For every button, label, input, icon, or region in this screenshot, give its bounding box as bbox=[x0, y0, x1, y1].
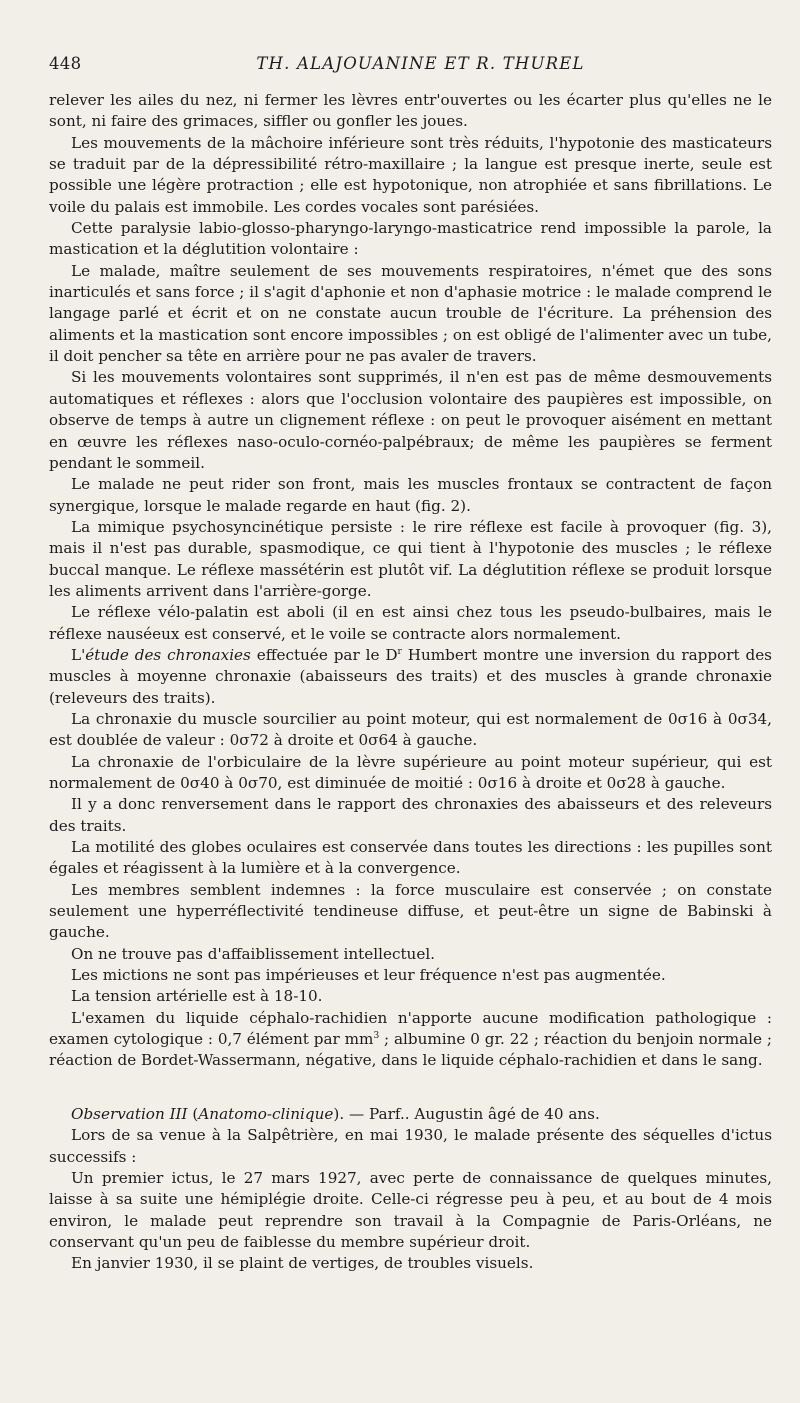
running-head bbox=[49, 54, 772, 84]
body-text bbox=[49, 90, 772, 1275]
chronaxie-lead: L' bbox=[71, 645, 86, 664]
paragraph: La tension artérielle est à 18-10. bbox=[71, 987, 323, 1006]
paragraph: Le malade ne peut rider son front, mais les muscles frontaux se contractent de façon synergique, lorsque le malade regarde en haut (fig. 2). bbox=[49, 475, 772, 515]
csf-rest: ; albumine 0 gr. 22 ; réaction du benjoin normale ; réaction de Bordet-Wassermann, négative, dans le liquide céphalo-rachidien et dans le sang. bbox=[49, 1030, 772, 1070]
paragraph: relever les ailes du nez, ni fermer les lèvres entr'ouvertes ou les écarter plus qu'elles ne le sont, ni faire des grimaces, siffler ou gonfler les joues. bbox=[49, 91, 772, 131]
csf-text: L'examen du liquide céphalo-rachidien n'apporte aucune modification pathologique : examen cytologique : 0,7 élément par mm bbox=[49, 1008, 772, 1049]
paragraph: Les mouvements de la mâchoire inférieure sont très réduits, l'hypotonie des masticateurs se traduit par de la dépressibilité rétro-maxillaire ; la langue est presque inerte, seule est possible une légère protraction ; elle est hypotonique, non atrophiée et sans fibrillations. Le voile du palais est immobile. Les cordes vocales sont parésiées. bbox=[49, 133, 772, 216]
observation-label: Observation III bbox=[71, 1104, 188, 1123]
doctor-superscript: r bbox=[397, 646, 402, 657]
chronaxie-paragraph bbox=[49, 645, 772, 709]
observation-close: ). — Parf.. Augustin âgé de 40 ans. bbox=[333, 1104, 600, 1123]
chronaxie-middle: effectuée par le D bbox=[250, 645, 398, 664]
running-title: TH. ALAJOUANINE ET R. THUREL bbox=[256, 54, 585, 73]
page-number: 448 bbox=[49, 54, 82, 73]
paragraph: La chronaxie de l'orbiculaire de la lèvre supérieure au point moteur supérieur, qui est normalement de 0σ40 à 0σ70, est diminuée de moitié : 0σ16 à droite et 0σ28 à gauche. bbox=[49, 752, 772, 792]
paragraph: La mimique psychosyncinétique persiste : le rire réflexe est facile à provoquer (fig. 3), mais il n'est pas durable, spasmodique, ce qui tient à l'hypotonie des muscles ; le réflexe buccal manque. Le réflexe massétérin est plutôt vif. La déglutition réflexe se produit lorsque les aliments arrivent dans l'arrière-gorge. bbox=[49, 517, 772, 600]
paragraph: Le réflexe vélo-palatin est aboli (il en est ainsi chez tous les pseudo-bulbaires, mais le réflexe nauséeux est conservé, et le voile se contracte alors normalement. bbox=[49, 603, 772, 643]
paragraph: En janvier 1930, il se plaint de vertiges, de troubles visuels. bbox=[71, 1254, 534, 1273]
observation-subtitle: Anatomo-clinique bbox=[198, 1104, 334, 1123]
observation-heading bbox=[49, 1104, 772, 1125]
paragraph: Cette paralysie labio-glosso-pharyngo-laryngo-masticatrice rend impossible la parole, la mastication et la déglutition volontaire : bbox=[49, 219, 772, 259]
cubic-superscript: 3 bbox=[373, 1031, 380, 1042]
paragraph: Un premier ictus, le 27 mars 1927, avec perte de connaissance de quelques minutes, laisse à sa suite une hémiplégie droite. Celle-ci régresse peu à peu, et au bout de 4 mois environ, le malade peut reprendre son travail à la Compagnie de Paris-Orléans, ne conservant qu'un peu de faiblesse du membre supérieur droit. bbox=[49, 1168, 772, 1251]
paragraph: Les membres semblent indemnes : la force musculaire est conservée ; on constate seulement une hyperréflectivité tendineuse diffuse, et peut-être un signe de Babinski à gauche. bbox=[49, 880, 772, 942]
paragraph: Si les mouvements volontaires sont supprimés, il n'en est pas de même desmouvements automatiques et réflexes : alors que l'occlusion volontaire des paupières est impossible, on observe de temps à autre un clignement réflexe : on peut le provoquer aisément en mettant en œuvre les réflexes naso-oculo-cornéo-palpébraux; de même les paupières se ferment pendant le sommeil. bbox=[49, 368, 772, 472]
chronaxie-study-title: étude des chronaxies bbox=[85, 645, 251, 664]
paragraph: La chronaxie du muscle sourcilier au point moteur, qui est normalement de 0σ16 à 0σ34, est doublée de valeur : 0σ72 à droite et 0σ64 à gauche. bbox=[49, 709, 772, 750]
paragraph: Les mictions ne sont pas impérieuses et leur fréquence n'est pas augmentée. bbox=[71, 966, 666, 985]
chronaxie-rest: Humbert montre une inversion du rapport des muscles à moyenne chronaxie (abaisseurs des traits) et des muscles à grande chronaxie (releveurs des traits). bbox=[49, 645, 772, 707]
csf-paragraph bbox=[49, 1008, 772, 1072]
paragraph: Il y a donc renversement dans le rapport des chronaxies des abaisseurs et des releveurs des traits. bbox=[49, 795, 772, 835]
paragraph: On ne trouve pas d'affaiblissement intellectuel. bbox=[71, 944, 436, 963]
paragraph: Lors de sa venue à la Salpêtrière, en mai 1930, le malade présente des séquelles d'ictus successifs : bbox=[49, 1126, 772, 1166]
observation-open: ( bbox=[187, 1104, 199, 1123]
paragraph: Le malade, maître seulement de ses mouvements respiratoires, n'émet que des sons inarticulés et sans force ; il s'agit d'aphonie et non d'aphasie motrice : le malade comprend le langage parlé et écrit et on ne constate aucun trouble de l'écriture. La préhension des aliments et la mastication sont encore impossibles ; on est obligé de l'alimenter avec un tube, il doit pencher sa tête en arrière pour ne pas avaler de travers. bbox=[49, 261, 772, 366]
paragraph: La motilité des globes oculaires est conservée dans toutes les directions : les pupilles sont égales et réagissent à la lumière et à la convergence. bbox=[49, 838, 772, 878]
